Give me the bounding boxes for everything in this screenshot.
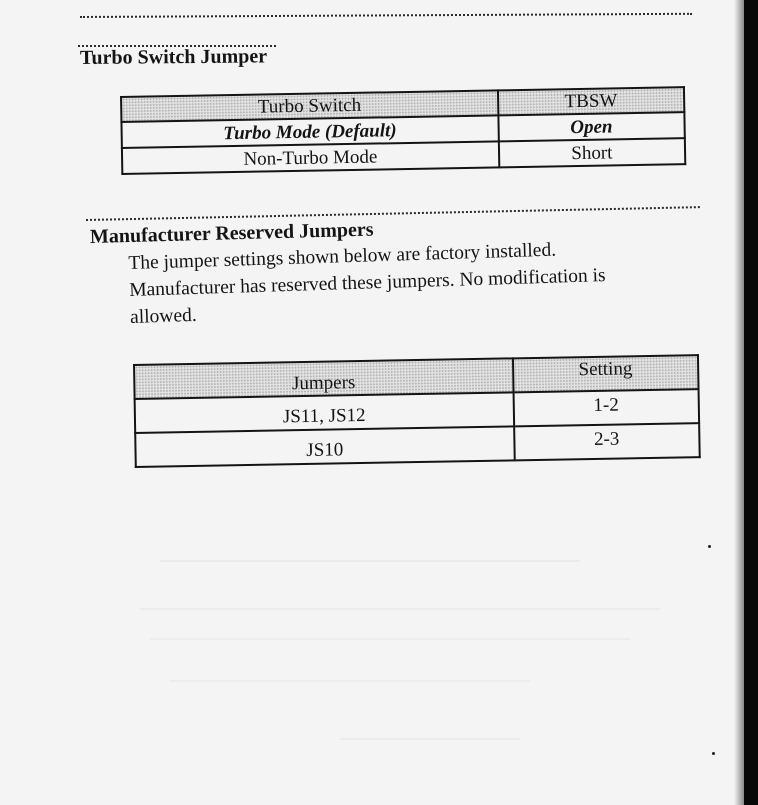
reserved-section-heading: Manufacturer Reserved Jumpers bbox=[89, 218, 374, 248]
turbo-mode-value: Open bbox=[498, 112, 685, 141]
non-turbo-mode-value: Short bbox=[498, 138, 685, 167]
turbo-section-heading: Turbo Switch Jumper bbox=[79, 45, 268, 69]
paragraph-line: Manufacturer has reserved these jumpers. No modification is bbox=[128, 265, 606, 301]
scan-speck bbox=[708, 545, 711, 548]
header-cell-tbsw: TBSW bbox=[498, 87, 685, 115]
header-cell-setting: Setting bbox=[513, 355, 699, 392]
jumper-name: JS11, JS12 bbox=[135, 392, 514, 433]
paragraph-line: The jumper settings shown below are factory installed. bbox=[128, 239, 557, 274]
turbo-switch-table bbox=[120, 86, 686, 175]
bleed-through-shadow bbox=[140, 560, 680, 780]
top-dotted-rule bbox=[80, 13, 692, 18]
turbo-mode-label: Turbo Mode (Default) bbox=[121, 115, 498, 148]
reserved-jumpers-table bbox=[133, 354, 701, 468]
header-cell-turbo-switch: Turbo Switch bbox=[121, 90, 498, 122]
paragraph-line: allowed. bbox=[129, 304, 198, 328]
scan-black-margin bbox=[744, 0, 758, 805]
jumper-name: JS10 bbox=[135, 426, 514, 467]
scan-speck bbox=[712, 752, 715, 755]
header-cell-jumpers: Jumpers bbox=[134, 358, 513, 399]
scan-edge-shadow bbox=[734, 0, 744, 805]
jumper-setting: 1-2 bbox=[513, 389, 699, 426]
reserved-paragraph bbox=[128, 235, 607, 331]
jumper-setting: 2-3 bbox=[514, 423, 700, 460]
non-turbo-mode-label: Non-Turbo Mode bbox=[122, 141, 499, 174]
reserved-section-divider bbox=[86, 206, 700, 221]
